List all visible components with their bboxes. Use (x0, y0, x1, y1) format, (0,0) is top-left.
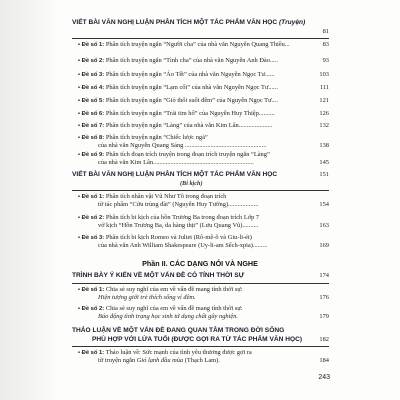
page-number: 243 (318, 374, 330, 381)
toc-entry: • Đề số 6: Phân tích truyện ngắn “Trái tim hổ” của Nguyễn Huy Thiệp.......... 126 (78, 110, 329, 117)
part-title: Phần II. CÁC DẠNG NÓI VÀ NGHE (142, 259, 258, 268)
toc-entry: • Đề số 1: Phân tích truyện ngắn “Người cha” của nhà văn Nguyễn Quang Thiều... 83 (78, 41, 329, 48)
section-page: 182 (319, 336, 329, 343)
section-page: 174 (319, 272, 329, 279)
toc-entry: • Đề số 7: Phân tích truyện ngắn “Làng” của nhà văn Kim Lân..................... 132 (78, 122, 329, 129)
section-page: 81 (322, 28, 329, 35)
section-page: 151 (319, 171, 329, 178)
section-subtitle: (Bi kịch) (180, 180, 203, 187)
section-title-thoi-su: TRÌNH BÀY Ý KIẾN VỀ MỘT VẤN ĐỀ CÓ TÍNH THỜI SỰ (72, 272, 245, 279)
toc-entry: • Đề số 1: Thảo luận về: Sức mạnh của tình yêu thương được gợi ra từ truyện ngắn Gió lạnh đầu mùa (Thạch Lam). 184 (78, 349, 329, 365)
section-title-bi-kich: VIẾT BÀI VĂN NGHỊ LUẬN PHÂN TÍCH MỘT TÁC PHẨM VĂN HỌC (72, 171, 278, 178)
toc-entry: • Đề số 4: Phân tích truyện ngắn “Lạm cối” của nhà văn Nguyễn Ngọc Tư...... 111 (78, 84, 329, 91)
toc-entry: • Đề số 1: Chia sẻ suy nghĩ của em về vấn đề mang tính thời sự: Hiện tượng giới trẻ thích sống vỉ đêm. 176 (78, 286, 329, 302)
toc-entry: • Đề số 8: Phân tích truyện ngắn “Chiếc lược ngà” của nhà văn Nguyễn Quang Sáng ................................................... 138 (78, 134, 329, 150)
section-title-thao-luan-line2: PHÙ HỢP VỚI LỨA TUỔI (ĐƯỢC GỢI RA TỪ TÁC PHẨM VĂN HỌC) (92, 336, 303, 343)
toc-entry: • Đề số 2: Chia sẻ suy nghĩ của em về vấn đề mang tính thời sự: Báo động tình trạng học sinh tử dụng chất gây nghiện. 179 (78, 305, 329, 321)
divider (72, 38, 329, 39)
toc-entry: • Đề số 1: Phân tích nhân vật Vũ Như Tô trong đoạn trích từ tác phẩm “Cửu trùng đài” (Nguyễn Huy Tưởng)................... 154 (78, 193, 329, 209)
toc-entry: • Đề số 3: Phân tích truyện ngắn “Áo Tết” của nhà văn Nguyễn Ngọc Tư...... 103 (78, 71, 329, 78)
section-title-thao-luan: THẢO LUẬN VỀ MỘT VẤN ĐỀ ĐANG QUAN TÂM TRONG ĐỜI SỐNG (72, 327, 285, 334)
toc-entry: • Đề số 2: Phân tích bi kịch của hồn Trương Ba trong đoạn trích Lớp 7 vở kịch “Hồn Trương Ba, da hàng thịt” (Lưu Quang Vũ).......... 163 (78, 214, 329, 230)
divider (72, 283, 329, 284)
divider (72, 190, 329, 191)
toc-entry: • Đề số 3: Phân tích bi kịch Romeo và Juliet (Rô-mê-ô và Giu-li-ét) của nhà văn Anh William Shakespeare (Uy-li-am Sếch-xpia)......... 169 (78, 234, 329, 250)
toc-entry: • Đề số 2: Phân tích truyện ngắn “Tình cha” của nhà văn Nguyễn Anh Đào..... 93 (78, 57, 329, 64)
toc-entry: • Đề số 5: Phân tích truyện ngắn “Giỏ thổi suốt đêm” của Nguyễn Ngọc Tư.... 121 (78, 97, 329, 104)
divider (72, 346, 329, 347)
toc-entry: • Đề số 9: Phân tích đoạn trích truyện trong đoạn trích truyện ngắn “Làng” của nhà văn Kim Lân............................................................... 145 (78, 151, 329, 167)
section-title-truyen: VIẾT BÀI VĂN NGHỊ LUẬN PHÂN TÍCH MỘT TÁC PHẨM VĂN HỌC (Truyện) (72, 19, 306, 26)
page-gutter (0, 0, 60, 400)
